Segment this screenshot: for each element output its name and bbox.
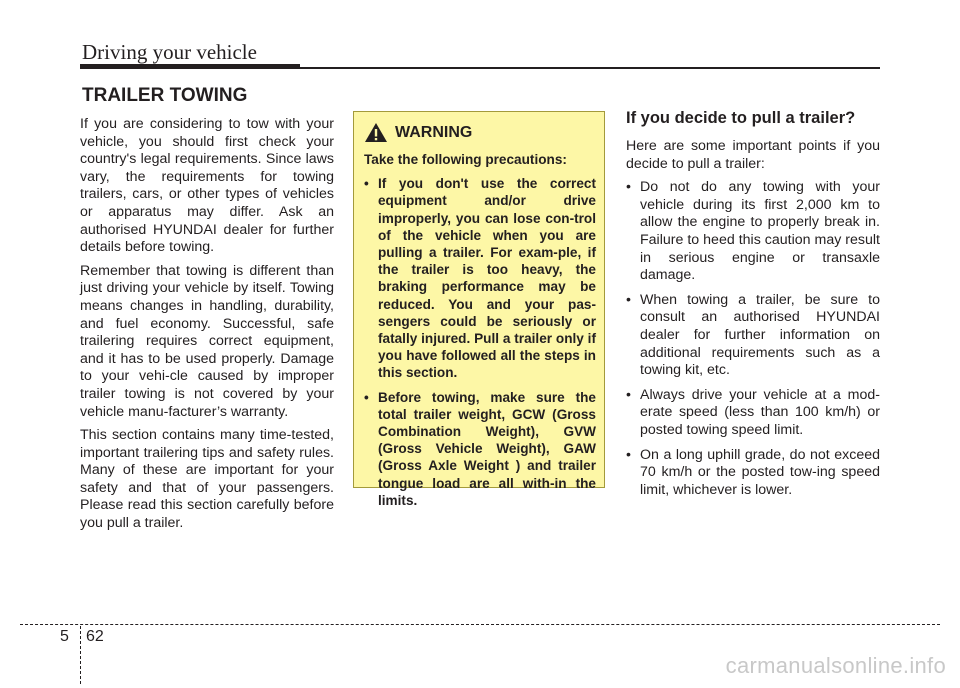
header-rule-thick [80,64,300,69]
intro-column [80,116,334,539]
warning-box [353,111,605,508]
intro-paragraph: If you are considering to tow with your vehicle, you should first check your country's legal requirements. Since laws vary, the requirements for towing trailers, cars, or other types of vehicles or apparatus may differ. Ask an authorised HYUNDAI dealer for further details before towing. [80,116,334,256]
page-number: 62 [86,628,104,645]
header-rule-thin [300,67,880,69]
footer-vertical-divider [80,626,81,684]
warning-item: • Before towing, make sure the total trailer weight, GCW (Gross Combination Weight), GVW (Gross Vehicle Weight), GAW (Gross Axle Weight ) and trailer tongue load are all with-in the limits. [364,389,596,509]
warning-item: • If you don't use the correct equipment and/or drive improperly, you can lose con-trol of the vehicle when you are pulling a trailer. For exam-ple, if the trailer is too heavy, the braking performance may be reduced. You and your pas-sengers could be seriously or fatally injured. Pull a trailer only if you have followed all the steps in this section. [364,175,596,381]
warning-list [364,175,596,509]
warning-icon [364,122,388,143]
pull-trailer-list [626,179,880,499]
pull-trailer-item: • Always drive your vehicle at a mod-erate speed (less than 100 km/h) or posted towing speed limit. [626,387,880,440]
pull-trailer-item: • On a long uphill grade, do not exceed 70 km/h or the posted tow-ing speed limit, whichever is lower. [626,447,880,500]
pull-trailer-title: If you decide to pull a trailer? [626,109,856,127]
footer-divider [20,624,940,625]
pull-trailer-item: • When towing a trailer, be sure to consult an authorised HYUNDAI dealer for further information on additional requirements such as a towing kit, etc. [626,292,880,380]
pull-trailer-intro: Here are some important points if you decide to pull a trailer: [626,138,880,172]
pull-trailer-column [626,108,880,506]
warning-title: WARNING [395,123,473,141]
warning-intro: Take the following precautions: [364,152,567,167]
intro-paragraph: This section contains many time-tested, important trailering tips and safety rules. Many of these are important for your safety and that of your passengers. Please read this section carefully before you pull a trailer. [80,427,334,532]
section-title: TRAILER TOWING [82,85,248,106]
pull-trailer-item: • Do not do any towing with your vehicle during its first 2,000 km to allow the engine to properly break in. Failure to heed this caution may result in serious engine or transaxle damage. [626,179,880,285]
header-title: Driving your vehicle [82,40,257,64]
watermark: carmanualsonline.info [725,653,946,678]
chapter-number: 5 [60,628,69,645]
warning-header [364,122,596,143]
intro-paragraph: Remember that towing is different than just driving your vehicle by itself. Towing means changes in handling, durability, and fuel economy. Successful, safe trailering requires correct equipment, and it has to be used properly. Damage to your vehi-cle caused by improper trailer towing is not covered by your vehicle manu-facturer’s warranty. [80,262,334,420]
